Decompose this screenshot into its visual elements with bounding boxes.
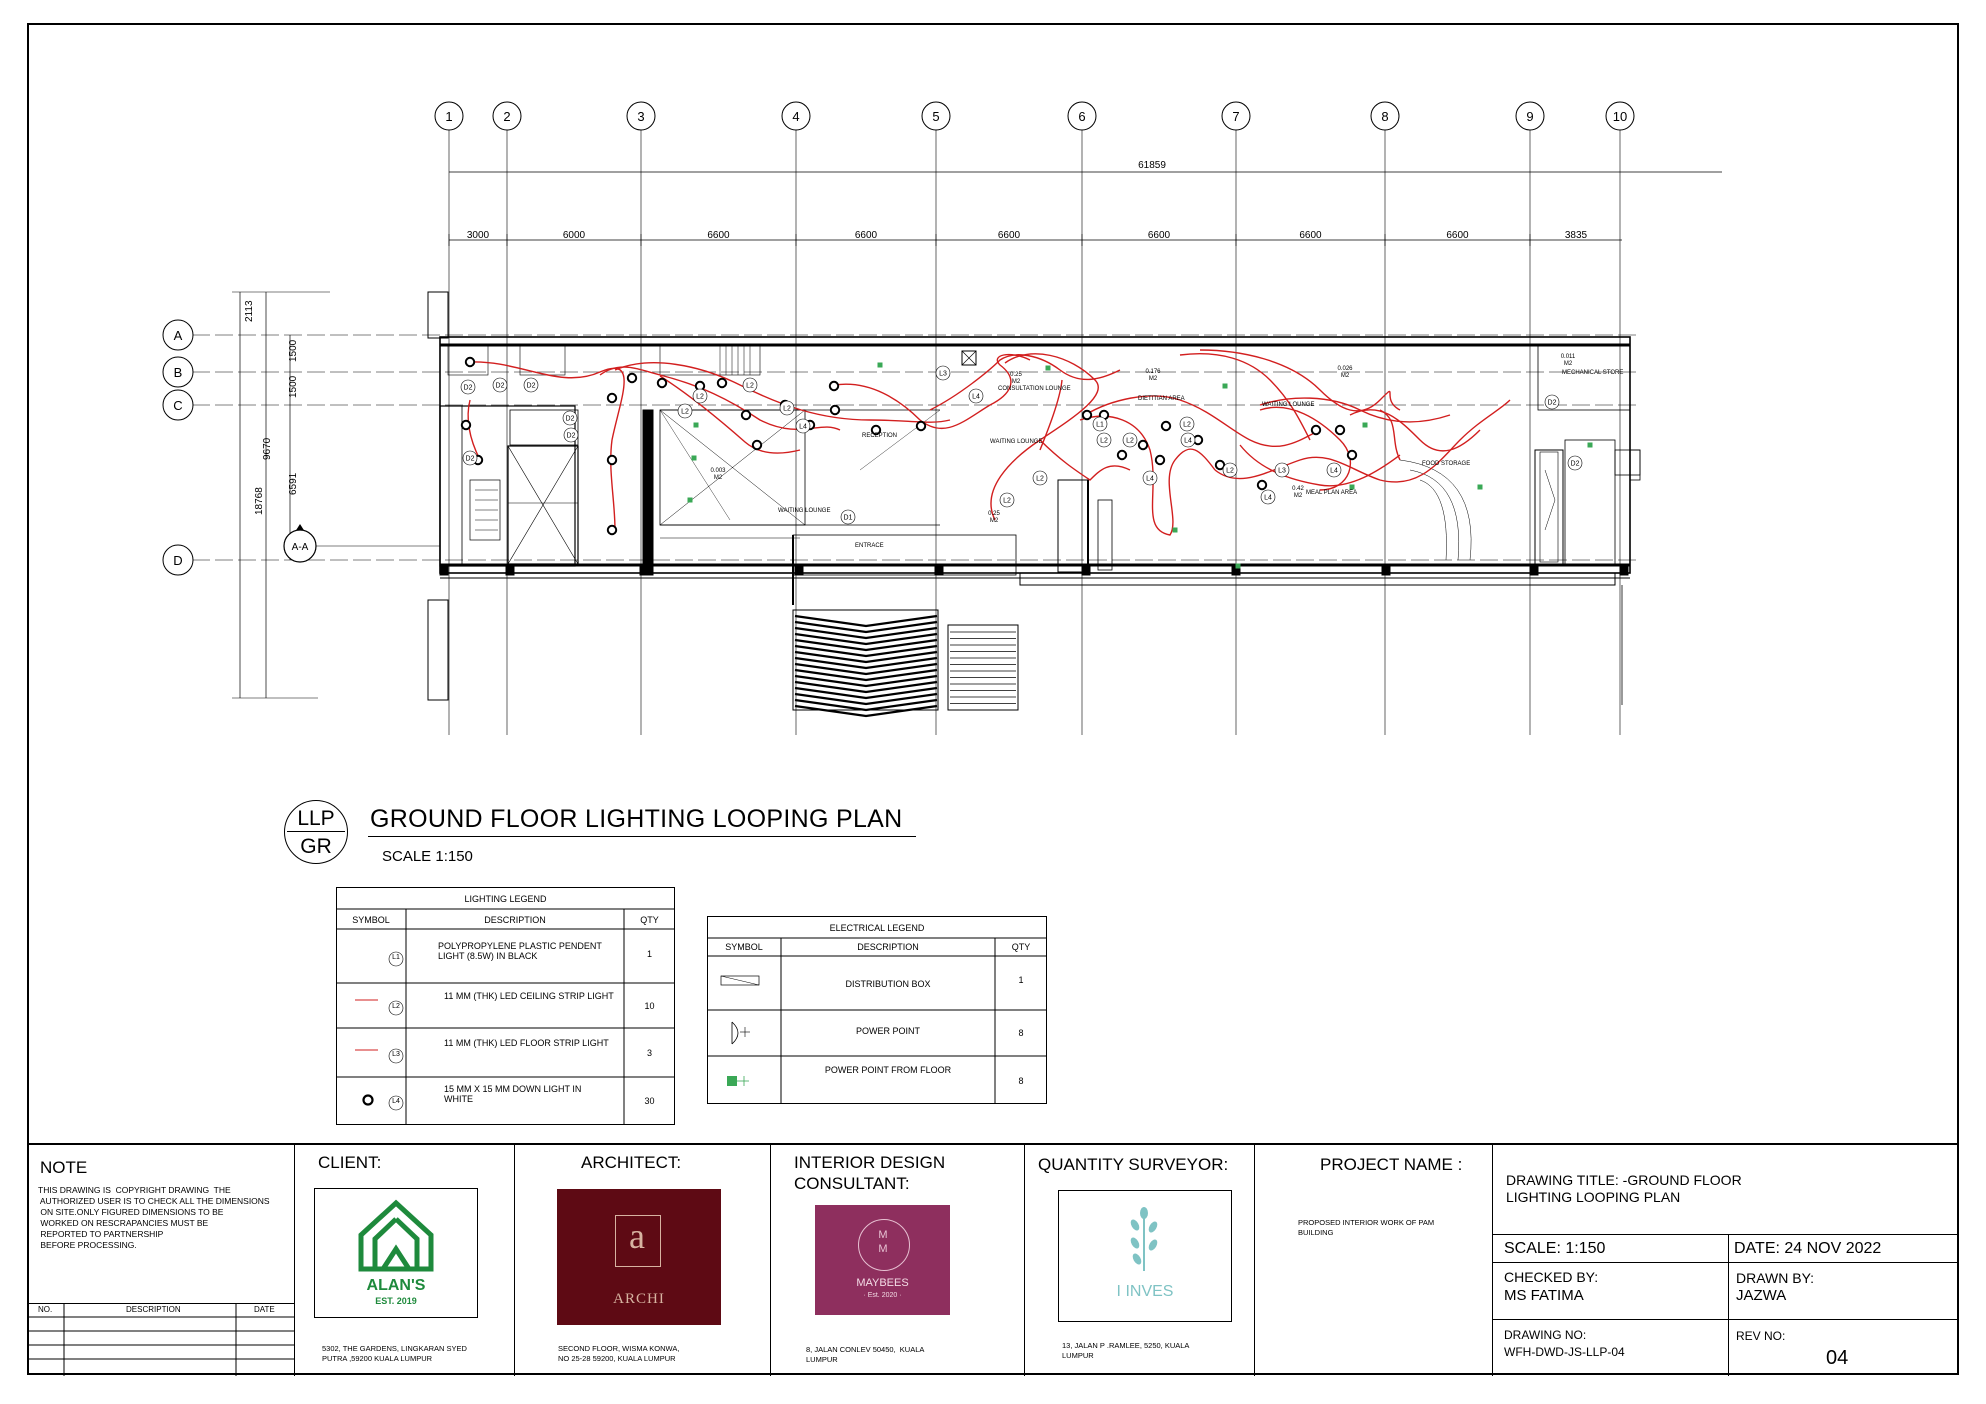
bay-dimension-text: 6600	[854, 230, 878, 241]
electrical-legend-header-qty: QTY	[1011, 942, 1031, 952]
lighting-legend-title: LIGHTING LEGEND	[464, 894, 547, 904]
area-tag-text: 0.003	[710, 468, 726, 474]
power-point-symbol	[878, 363, 883, 368]
overall-dimension-text: 61859	[1138, 160, 1166, 171]
area-tag-text: M2	[1563, 361, 1573, 367]
lighting-legend-symbol-l1: L1	[392, 954, 400, 961]
fixture-tag-text: L2	[1036, 475, 1044, 483]
scale-text: SCALE: 1:150	[1504, 1240, 1606, 1257]
lighting-legend-qty-l3: 3	[646, 1048, 652, 1058]
lighting-legend	[336, 887, 675, 1125]
vertical-overall-dimension: 18768	[254, 487, 265, 515]
section-marker	[284, 524, 440, 562]
qs-address: 13, JALAN P .RAMLEE, 5250, KUALA LUMPUR	[1062, 1341, 1190, 1360]
area-tag-text: M2	[1011, 379, 1021, 385]
title-block	[28, 1143, 1958, 1374]
downlight-fixture	[1216, 461, 1224, 469]
plan-title: GROUND FLOOR LIGHTING LOOPING PLAN	[370, 805, 903, 833]
grid-label-col-1: 1	[445, 109, 453, 124]
rev-no-value: 04	[1826, 1347, 1849, 1369]
grid-label-col-3: 3	[637, 109, 645, 124]
power-point-symbol	[1173, 528, 1178, 533]
client-label: CLIENT:	[318, 1153, 382, 1172]
drawing-no-value: WFH-DWD-JS-LLP-04	[1504, 1345, 1625, 1359]
lighting-legend-qty-l4: 30	[644, 1096, 655, 1106]
power-point-symbol	[692, 456, 697, 461]
area-tag-text: 0.011	[1560, 354, 1576, 360]
area-tag-text: 0.42	[1292, 486, 1304, 492]
entrance-steps	[793, 610, 1018, 716]
electrical-legend-title: ELECTRICAL LEGEND	[829, 923, 925, 933]
downlights	[462, 358, 1356, 534]
interior-logo-est: · Est. 2020 ·	[863, 1292, 902, 1299]
lighting-legend-symbol-l2: L2	[392, 1003, 400, 1010]
room-label-entrance: ENTRACE	[855, 543, 884, 549]
power-point-symbol	[688, 498, 693, 503]
fixture-tag-text: L2	[1003, 497, 1011, 505]
room-label-food-storage: FOOD STORAGE	[1422, 461, 1471, 467]
fixture-tag-text: D2	[566, 432, 576, 440]
fixture-tag-text: D2	[526, 382, 536, 390]
overall-dimension	[449, 160, 1722, 172]
qs-label: QUANTITY SURVEYOR:	[1038, 1155, 1229, 1174]
drawing-no-label: DRAWING NO:	[1504, 1328, 1587, 1342]
fixture-tag-text: L2	[783, 405, 791, 413]
grid-label-col-4: 4	[792, 109, 800, 124]
client-logo-est: EST. 2019	[375, 1296, 417, 1306]
interior-label: INTERIOR DESIGN CONSULTANT:	[794, 1153, 946, 1193]
room-label-waiting-lounge-1: WAITING LOUNGE	[778, 508, 831, 514]
power-point-symbol	[1350, 485, 1355, 490]
loop-wire-14	[1240, 445, 1400, 486]
bay-dimension-text: 6600	[707, 230, 730, 241]
electrical-legend-desc-power-point-floor: POWER POINT FROM FLOOR	[824, 1065, 952, 1075]
project-label: PROJECT NAME :	[1320, 1155, 1463, 1174]
interior-logo-name: MAYBEES	[856, 1277, 909, 1289]
fixture-tag-text: L4	[972, 393, 980, 401]
lighting-legend-symbol-l3: L3	[392, 1051, 400, 1058]
lighting-legend-header-symbol: SYMBOL	[352, 915, 390, 925]
lighting-legend-desc-l2: 11 MM (THK) LED CEILING STRIP LIGHT	[444, 991, 614, 1001]
fixture-tag-text: L4	[1184, 437, 1192, 445]
note-title: NOTE	[40, 1158, 88, 1177]
room-label-consultation-lounge: CONSULTATION LOUNGE	[998, 386, 1071, 392]
fixture-tag-text: L2	[746, 382, 754, 390]
section-marker-label: A-A	[291, 542, 309, 553]
power-point-symbol	[694, 423, 699, 428]
electrical-legend-qty-power-point: 8	[1018, 1028, 1024, 1038]
grid-label-row-B: B	[173, 365, 183, 380]
electrical-legend-desc-distribution-box: DISTRIBUTION BOX	[845, 979, 931, 989]
power-point-symbol	[1223, 384, 1228, 389]
lighting-legend-symbol-l4: L4	[392, 1098, 400, 1105]
project-name: PROPOSED INTERIOR WORK OF PAM BUILDING	[1298, 1218, 1435, 1237]
fixture-tag-text: L4	[799, 423, 807, 431]
grid-label-row-D: D	[173, 553, 183, 568]
vertical-dimension-1500a: 1500	[288, 339, 299, 362]
power-point-symbol	[1363, 423, 1368, 428]
downlight-fixture	[1156, 456, 1164, 464]
fixture-tag-text: D2	[463, 384, 473, 392]
downlight-fixture	[1162, 422, 1170, 430]
area-tag-text: M2	[1293, 493, 1303, 499]
fixture-tag-text: L3	[1278, 467, 1286, 475]
grid-label-row-C: C	[173, 398, 183, 413]
fixture-tag-text: L3	[939, 370, 947, 378]
downlight-fixture	[608, 526, 616, 534]
bay-dimension-text: 6600	[1299, 230, 1322, 241]
grid-label-col-5: 5	[932, 109, 940, 124]
area-tag-text: M2	[1340, 373, 1350, 379]
vertical-dimension-2113: 2113	[244, 300, 255, 322]
plan-code-bottom: GR	[300, 835, 332, 858]
grid-label-col-10: 10	[1612, 109, 1628, 124]
grid-label-row-A: A	[173, 328, 183, 343]
lighting-legend-desc-l1: POLYPROPYLENE PLASTIC PENDENT LIGHT (8.5W) IN BLACK	[438, 941, 602, 961]
downlight-fixture	[628, 374, 636, 382]
downlight-fixture	[466, 358, 474, 366]
downlight-fixture	[1348, 451, 1356, 459]
bay-dimension-text: 6000	[562, 230, 586, 241]
checked-by-label: CHECKED BY:	[1504, 1269, 1599, 1285]
fixture-tag-text: L2	[681, 408, 689, 416]
area-tags	[710, 354, 1575, 524]
grid-label-col-9: 9	[1526, 109, 1534, 124]
revision-table	[28, 1303, 294, 1376]
loop-wire-17	[1380, 410, 1400, 460]
fixture-tag-text: L4	[1330, 467, 1338, 475]
qs-logo-name: I INVES	[1116, 1283, 1174, 1300]
lighting-legend-qty-l2: 10	[644, 1001, 655, 1011]
bay-dimension-text: 3835	[1564, 230, 1588, 241]
downlight-fixture	[1258, 481, 1266, 489]
grid-label-col-7: 7	[1232, 109, 1240, 124]
downlight-fixture	[608, 456, 616, 464]
loop-wire-16	[1350, 410, 1480, 451]
area-tag-text: M2	[989, 518, 999, 524]
area-tag-text: 0.25	[1010, 372, 1022, 378]
interior-address: 8, JALAN CONLEV 50450, KUALA LUMPUR	[806, 1345, 925, 1364]
drawn-by-label: DRAWN BY:	[1736, 1270, 1815, 1286]
electrical-legend	[707, 916, 1047, 1104]
lighting-legend-desc-l3: 11 MM (THK) LED FLOOR STRIP LIGHT	[444, 1038, 609, 1048]
vertical-dimensions	[232, 292, 330, 698]
checked-by-value: MS FATIMA	[1504, 1287, 1584, 1304]
fixture-tag-text: L4	[1264, 494, 1272, 502]
downlight-fixture	[742, 411, 750, 419]
downlight-fixture	[830, 382, 838, 390]
client-address: 5302, THE GARDENS, LINGKARAN SYED PUTRA ,59200 KUALA LUMPUR	[322, 1344, 467, 1363]
revision-header-no: NO.	[38, 1305, 53, 1314]
qs-logo	[1058, 1190, 1232, 1322]
room-label-dietitian-area: DIETITIAN AREA	[1138, 396, 1185, 402]
date-text: DATE: 24 NOV 2022	[1734, 1240, 1882, 1257]
rev-no-label: REV NO:	[1736, 1329, 1786, 1343]
lighting-legend-header-qty: QTY	[640, 915, 659, 925]
lighting-legend-desc-l4: 15 MM X 15 MM DOWN LIGHT IN WHITE	[444, 1084, 582, 1104]
power-point-symbol	[1046, 366, 1051, 371]
electrical-legend-header-description: DESCRIPTION	[857, 942, 919, 952]
area-tag-text: 0.25	[988, 511, 1000, 517]
interior-logo: M M MAYBEES · Est. 2020 ·	[815, 1205, 950, 1315]
room-label-mechanical-store: MECHANICAL STORE	[1562, 370, 1624, 376]
bay-dimension-text: 6600	[997, 230, 1021, 241]
loop-wire-13	[1215, 400, 1510, 482]
fixture-tag-text: L4	[1146, 475, 1154, 483]
electrical-legend-qty-distribution-box: 1	[1018, 975, 1024, 985]
plan-code-top: LLP	[297, 807, 335, 830]
power-point-symbol	[1236, 564, 1241, 569]
room-label-reception: RECEPTION	[862, 433, 898, 439]
architect-logo-name: ARCHI	[613, 1291, 665, 1307]
downlight-fixture	[1139, 441, 1147, 449]
note-text: THIS DRAWING IS COPYRIGHT DRAWING THE AUTHORIZED USER IS TO CHECK ALL THE DIMENSIONS ON SITE.ONLY FIGURED DIMENSIONS TO BE WORKED ON RESCRAPANCIES MUST BE REPORTED TO PARTNERSHIP BEFORE PROCESSING.	[38, 1185, 270, 1250]
fixture-tag-text: D2	[1570, 460, 1580, 468]
area-tag-text: 0.176	[1145, 369, 1161, 375]
downlight-fixture	[917, 422, 925, 430]
fixture-tag-text: L2	[1183, 421, 1191, 429]
electrical-legend-qty-power-point-floor: 8	[1018, 1076, 1024, 1086]
downlight-fixture	[718, 379, 726, 387]
grid-label-col-8: 8	[1381, 109, 1389, 124]
downlight-fixture	[608, 394, 616, 402]
architect-address: SECOND FLOOR, WISMA KONWA, NO 25-28 59200, KUALA LUMPUR	[558, 1344, 680, 1363]
grid-label-col-6: 6	[1078, 109, 1086, 124]
grid-label-col-2: 2	[503, 109, 511, 124]
drawing-title: DRAWING TITLE: -GROUND FLOOR LIGHTING LOOPING PLAN	[1506, 1172, 1742, 1205]
downlight-fixture	[831, 406, 839, 414]
power-point-symbol	[1478, 485, 1483, 490]
loop-wire-11	[1180, 354, 1310, 440]
bay-dimensions	[449, 230, 1622, 246]
downlight-fixture	[658, 379, 666, 387]
grid-rows	[163, 320, 1640, 575]
lighting-legend-qty-l1: 1	[646, 949, 652, 959]
plan-scale: SCALE 1:150	[382, 848, 473, 865]
grid-columns	[435, 102, 1634, 735]
loop-wire-15	[1260, 407, 1350, 490]
client-logo-name: ALAN'S	[366, 1277, 426, 1294]
vertical-dimension-9670: 9670	[262, 437, 273, 460]
plan-title-block	[284, 800, 944, 870]
vertical-dimension-1500b: 1500	[288, 375, 299, 398]
downlight-fixture	[1083, 411, 1091, 419]
downlight-fixture	[1336, 426, 1344, 434]
electrical-legend-desc-power-point: POWER POINT	[855, 1026, 920, 1036]
vertical-dimension-6591: 6591	[288, 472, 299, 495]
electrical-legend-header-symbol: SYMBOL	[725, 942, 763, 952]
fixture-tag-text: L2	[1226, 467, 1234, 475]
plan-code-circle	[284, 800, 348, 864]
fixture-tag-text: L2	[1100, 437, 1108, 445]
architect-label: ARCHITECT:	[581, 1153, 682, 1172]
fixture-tag-text: D2	[495, 382, 505, 390]
fixture-tag-text: L2	[696, 393, 704, 401]
room-label-waiting-lounge-3: WAITING LOUNGE	[1262, 402, 1315, 408]
room-label-meal-plan-area: MEAL PLAN AREA	[1306, 490, 1358, 496]
bay-dimension-text: 6600	[1446, 230, 1469, 241]
downlight-fixture	[1118, 451, 1126, 459]
fixture-tag-text: D2	[465, 455, 475, 463]
revision-header-description: DESCRIPTION	[126, 1305, 181, 1314]
area-tag-text: M2	[713, 475, 723, 481]
fixture-tag-text: D2	[565, 415, 575, 423]
downlight-fixture	[1312, 426, 1320, 434]
lighting-legend-header-description: DESCRIPTION	[484, 915, 546, 925]
drawn-by-value: JAZWA	[1736, 1287, 1787, 1304]
room-label-waiting-lounge-2: WAITING LOUNGE	[990, 439, 1043, 445]
client-logo	[314, 1188, 478, 1318]
area-tag-text: M2	[1148, 376, 1158, 382]
fixture-tag-text: D1	[843, 514, 853, 522]
fixture-tag-text: D2	[1547, 399, 1557, 407]
architect-logo	[557, 1189, 721, 1325]
downlight-fixture	[462, 421, 470, 429]
downlight-fixture	[753, 441, 761, 449]
fixture-tag-text: L2	[1126, 437, 1134, 445]
bay-dimension-text: 6600	[1147, 230, 1171, 241]
fixture-tag-text: L1	[1096, 421, 1104, 429]
revision-header-date: DATE	[254, 1305, 275, 1314]
power-point-symbol	[1588, 443, 1593, 448]
area-tag-text: 0.026	[1337, 366, 1353, 372]
architect-logo-letter: a	[629, 1216, 645, 1256]
room-labels	[778, 370, 1623, 549]
bay-dimension-text: 3000	[466, 230, 490, 241]
